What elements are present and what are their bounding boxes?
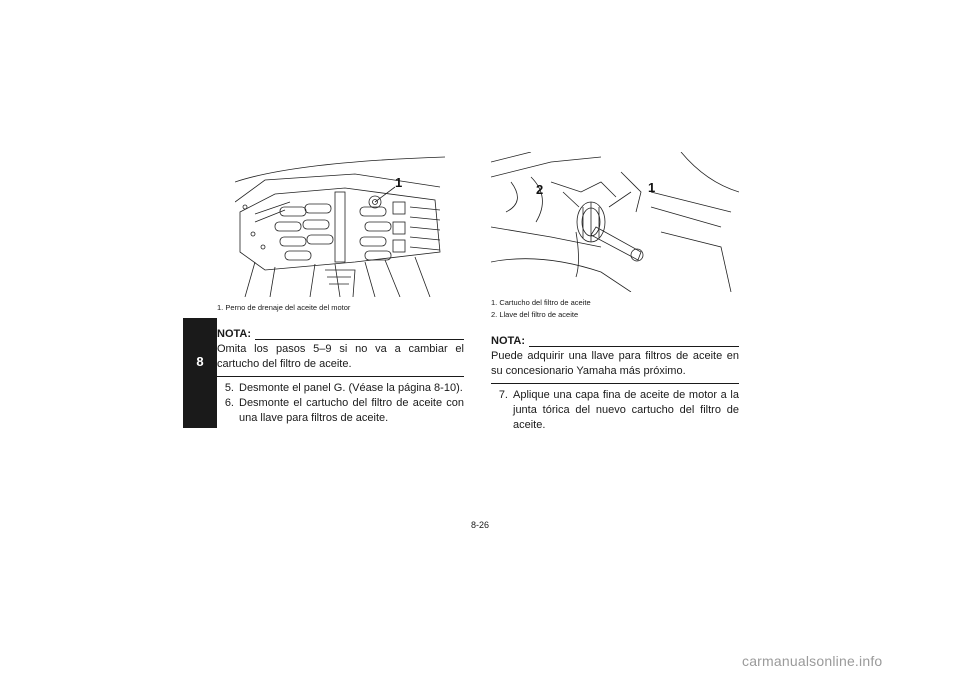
caption-line: 2. Llave del filtro de aceite [491,310,579,319]
step-text: Desmonte el cartucho del filtro de aceite con una llave para filtros de aceite. [239,397,464,424]
callout-1: 1 [395,175,403,190]
list-item [217,381,464,396]
list-item [217,396,464,426]
section-tab: 8 [183,318,217,428]
note-rule [529,337,739,347]
left-column [217,152,464,426]
watermark: carmanualsonline.info [742,653,883,669]
caption-line: 1. Perno de drenaje del aceite del motor [217,303,351,312]
figure-caption [217,302,464,314]
engine-drain-bolt-illustration [235,152,445,297]
step-number: 5. [224,382,234,394]
step-list [491,388,739,433]
caption-line: 1. Cartucho del filtro de aceite [491,298,591,307]
note-header [491,335,739,347]
right-column [491,152,739,433]
oil-filter-wrench-illustration [491,152,739,292]
page-number: 8-26 [470,520,489,530]
note-header [217,328,464,340]
note-rule [255,330,464,340]
list-item [491,388,739,433]
note-text: Omita los pasos 5–9 si no va a cambiar el cartucho del filtro de aceite. [217,343,464,370]
callout-1: 1 [648,180,656,195]
step-text: Aplique una capa fina de aceite de motor a la junta tórica del nuevo cartucho del filtro de aceite. [513,389,739,431]
note-end-rule [491,383,739,384]
drain-bolt-drawing [235,152,445,297]
step-text: Desmonte el panel G. (Véase la página 8-10). [239,382,463,394]
callout-2: 2 [536,182,544,197]
note-text: Puede adquirir una llave para filtros de aceite en su concesionario Yamaha más próximo. [491,350,739,377]
figure-caption [491,297,739,321]
step-list [217,381,464,426]
note-label: NOTA: [217,328,252,340]
note-label: NOTA: [491,335,526,347]
note-end-rule [217,376,464,377]
step-number: 7. [498,389,508,401]
filter-wrench-drawing [491,152,739,292]
step-number: 6. [224,397,234,409]
